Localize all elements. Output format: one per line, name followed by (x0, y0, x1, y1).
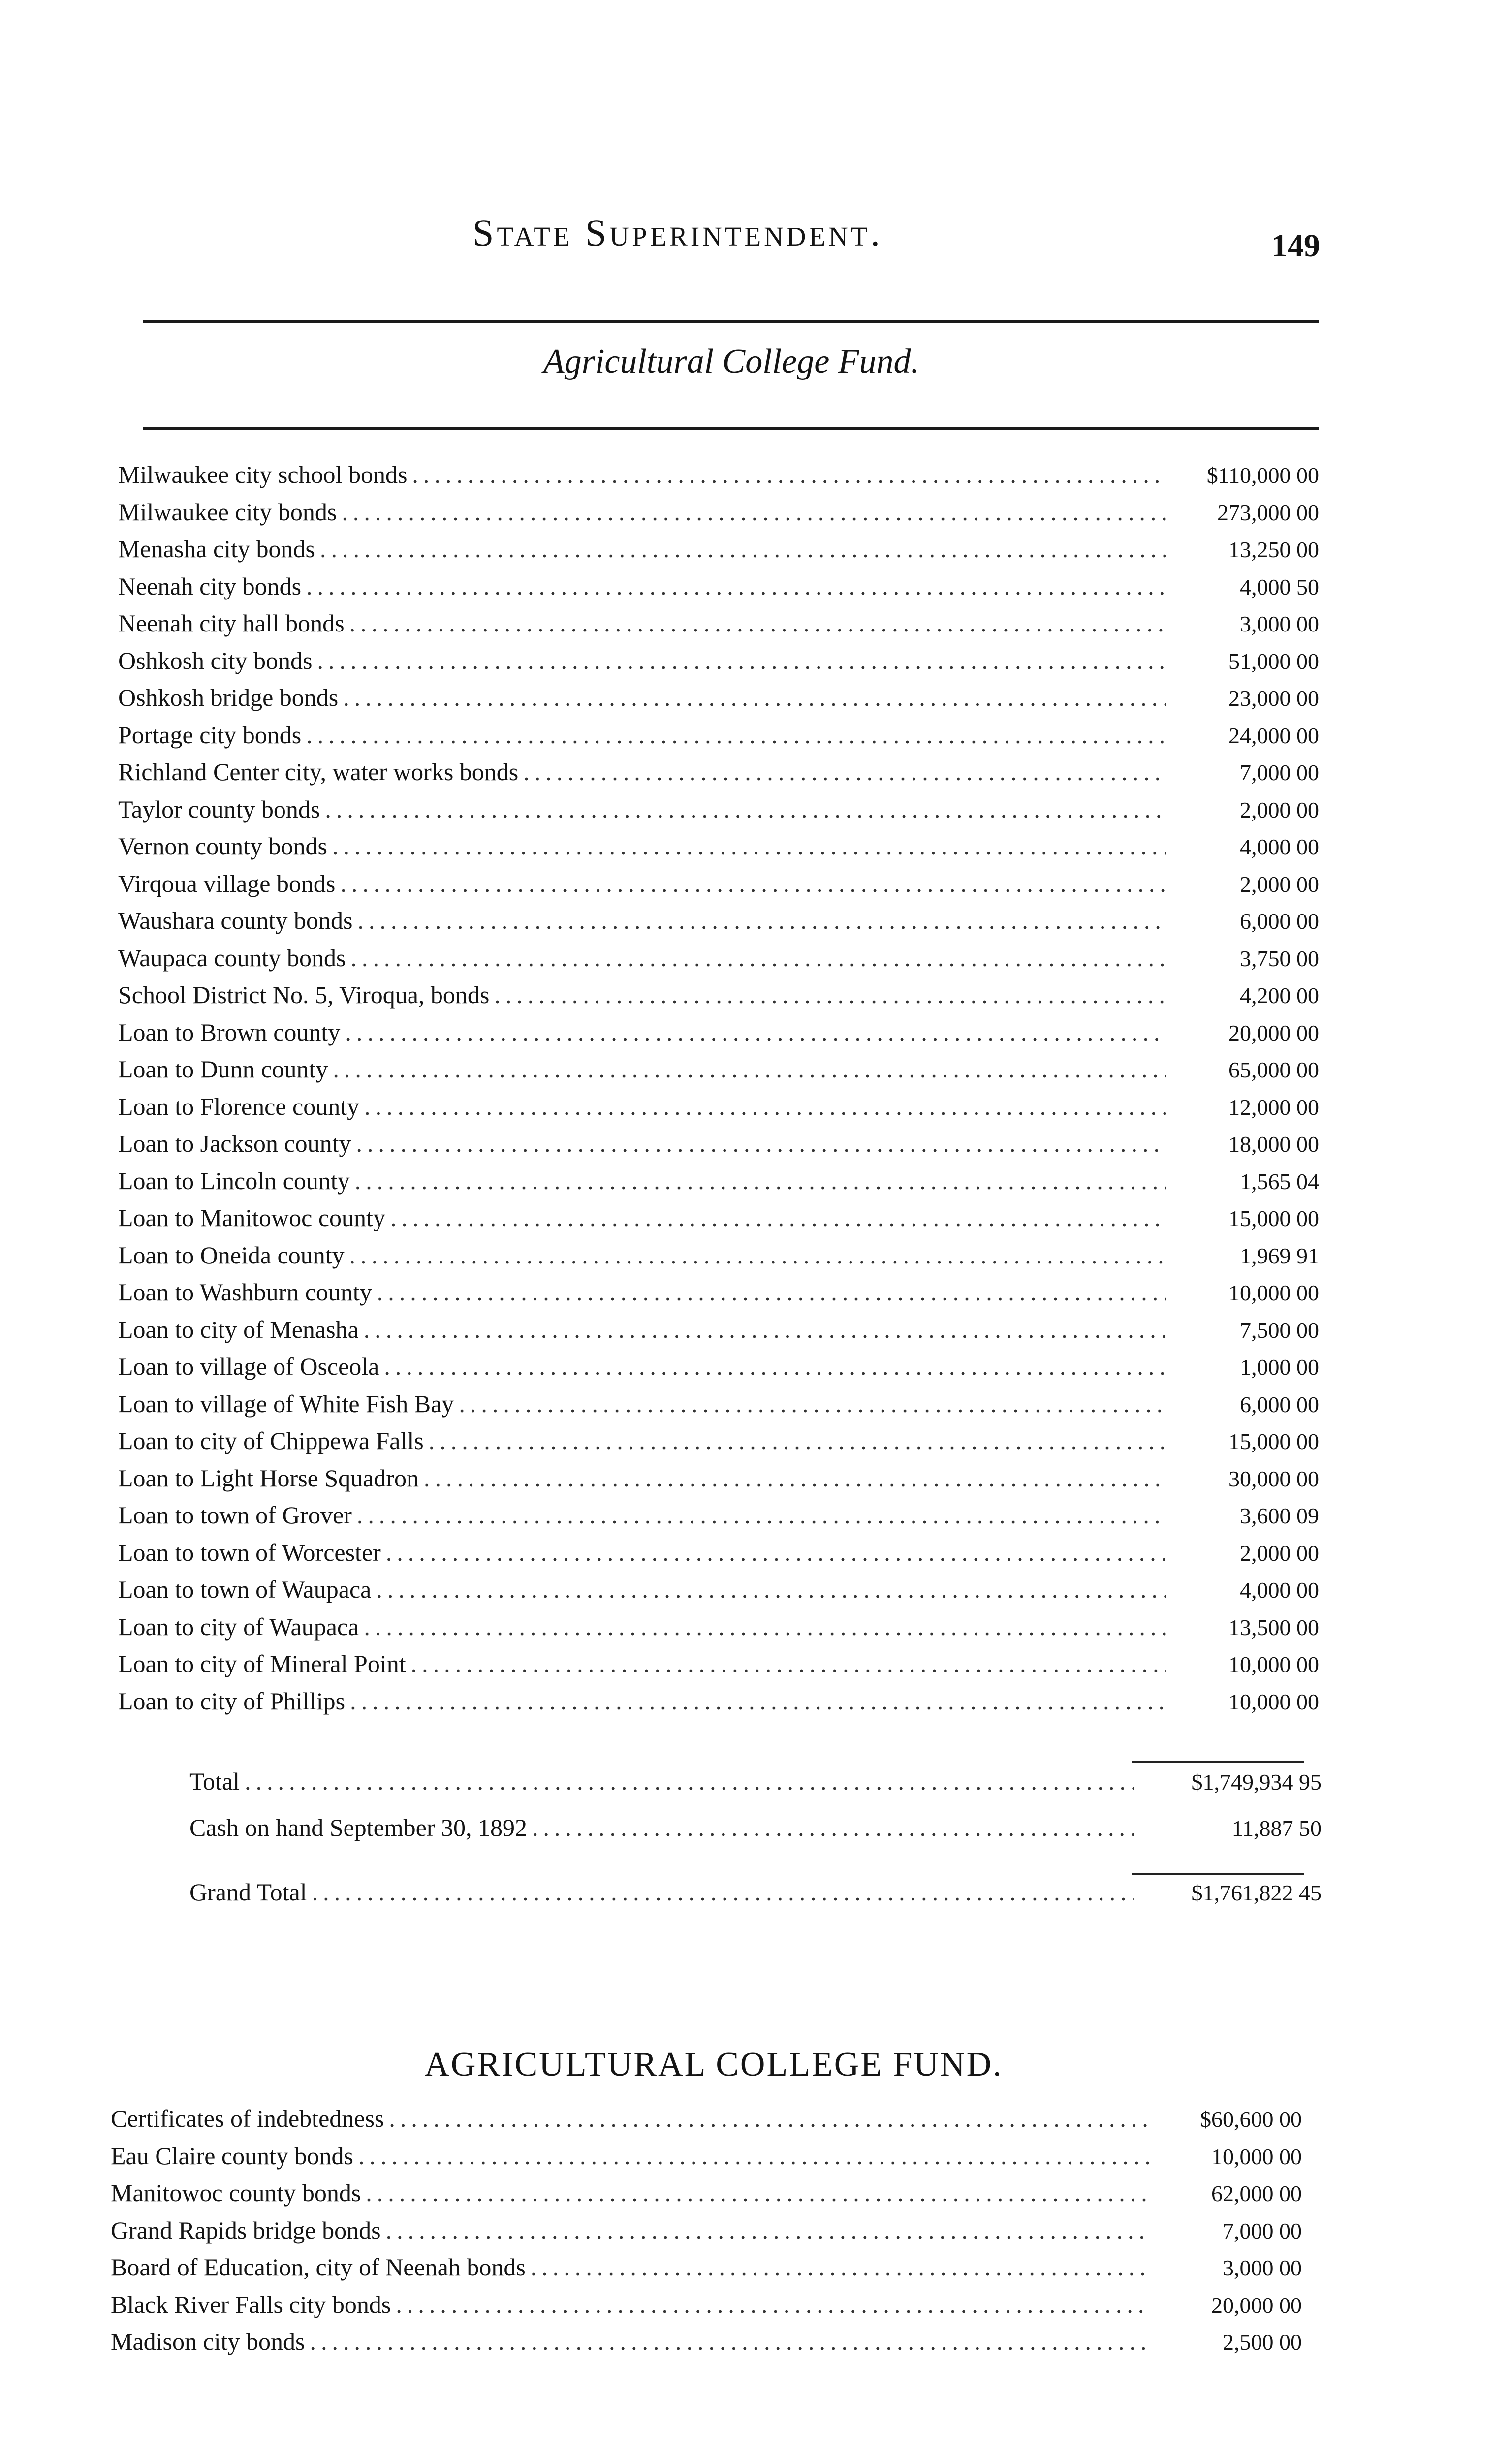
row-amount: 7,000 00 (1240, 760, 1319, 785)
dot-leader (345, 1018, 1166, 1046)
ledger-row (118, 460, 1319, 498)
row-label: Board of Education, city of Neenah bonds (111, 2253, 526, 2281)
row-label: Oshkosh bridge bonds (118, 684, 339, 711)
ledger-row (118, 1315, 1319, 1353)
ledger-row (118, 1501, 1319, 1538)
ledger-row (118, 498, 1319, 535)
row-amount: 13,250 00 (1228, 537, 1319, 562)
ledger-row (118, 1538, 1319, 1576)
ledger-row (111, 2142, 1302, 2179)
ledger-row (118, 1129, 1319, 1167)
row-label: Oshkosh city bonds (118, 646, 313, 674)
ledger-row (118, 1389, 1319, 1427)
row-amount: 65,000 00 (1228, 1057, 1319, 1082)
ledger-row (118, 646, 1319, 684)
row-amount: 10,000 00 (1228, 1280, 1319, 1305)
dot-leader (494, 980, 1166, 1009)
dot-leader (245, 1767, 1134, 1796)
row-amount: 6,000 00 (1240, 1391, 1319, 1417)
ledger-row (111, 2290, 1302, 2328)
row-label: Loan to Oneida county (118, 1241, 345, 1269)
row-amount: 1,969 91 (1240, 1243, 1319, 1268)
row-amount: 10,000 00 (1211, 2144, 1302, 2169)
row-amount: 4,200 00 (1240, 983, 1319, 1008)
row-label: Loan to city of Mineral Point (118, 1650, 406, 1677)
row-label: Loan to Light Horse Squadron (118, 1464, 419, 1492)
dot-leader (306, 721, 1166, 749)
ledger-row (118, 757, 1319, 795)
cash-amount: 11,887 50 (1231, 1816, 1322, 1841)
row-label: Black River Falls city bonds (111, 2290, 391, 2318)
ledger-row (118, 1241, 1319, 1278)
fund-2-ledger (111, 2104, 1302, 2365)
row-amount: 2,000 00 (1240, 871, 1319, 897)
ledger-row (111, 2253, 1302, 2290)
dot-leader (386, 2216, 1149, 2244)
dot-leader (317, 646, 1166, 675)
dot-leader (396, 2290, 1149, 2319)
row-amount: 2,000 00 (1240, 1540, 1319, 1566)
row-label: Menasha city bonds (118, 535, 315, 563)
grand-total-rule (1132, 1873, 1304, 1875)
row-amount: 15,000 00 (1228, 1429, 1319, 1454)
dot-leader (350, 1687, 1166, 1715)
row-label: School District No. 5, Viroqua, bonds (118, 981, 490, 1009)
cash-row (189, 1813, 1322, 1860)
dot-leader (412, 460, 1166, 489)
ledger-row (118, 1352, 1319, 1389)
dot-leader (349, 609, 1166, 637)
ledger-row (118, 609, 1319, 646)
cash-label: Cash on hand September 30, 1892 (189, 1814, 528, 1841)
dot-leader (366, 2178, 1149, 2207)
total-label: Total (189, 1767, 240, 1795)
row-label: Portage city bonds (118, 721, 302, 749)
row-label: Eau Claire county bonds (111, 2142, 353, 2170)
page-number: 149 (1271, 228, 1320, 264)
row-amount: 62,000 00 (1211, 2181, 1302, 2206)
row-amount: 3,000 00 (1223, 2255, 1302, 2280)
ledger-row (118, 1575, 1319, 1612)
ledger-row (118, 944, 1319, 981)
ledger-row (118, 683, 1319, 721)
row-label: Loan to Florence county (118, 1092, 360, 1120)
dot-leader (310, 2327, 1149, 2356)
row-amount: $60,600 00 (1200, 2107, 1302, 2132)
row-label: Loan to city of Phillips (118, 1687, 346, 1715)
row-label: Loan to Brown county (118, 1018, 341, 1046)
dot-leader (332, 832, 1166, 860)
row-amount: 18,000 00 (1228, 1132, 1319, 1157)
dot-leader (459, 1389, 1166, 1418)
row-amount: 3,000 00 (1240, 611, 1319, 636)
dot-leader (389, 2104, 1149, 2133)
row-amount: 2,500 00 (1223, 2330, 1302, 2355)
ledger-row (118, 572, 1319, 609)
row-label: Loan to Washburn county (118, 1278, 372, 1306)
row-label: Loan to village of White Fish Bay (118, 1389, 454, 1418)
ledger-row (118, 1464, 1319, 1501)
ledger-row (118, 869, 1319, 907)
row-amount: 7,000 00 (1223, 2218, 1302, 2243)
row-amount: 2,000 00 (1240, 797, 1319, 822)
dot-leader (358, 2142, 1149, 2170)
grand-total-block (189, 1878, 1322, 1924)
dot-leader (320, 535, 1166, 563)
dot-leader (333, 1055, 1166, 1083)
row-label: Loan to city of Chippewa Falls (118, 1427, 424, 1454)
running-head: State Superintendent. (472, 211, 883, 254)
ledger-row (118, 721, 1319, 758)
row-label: Virqoua village bonds (118, 869, 336, 897)
dot-leader (377, 1278, 1166, 1306)
ledger-row (118, 906, 1319, 944)
dot-leader (531, 2253, 1149, 2281)
row-label: Grand Rapids bridge bonds (111, 2216, 381, 2244)
row-amount: 20,000 00 (1228, 1020, 1319, 1045)
row-label: Loan to Manitowoc county (118, 1204, 385, 1231)
row-amount: 4,000 00 (1240, 1578, 1319, 1603)
row-label: Loan to Lincoln county (118, 1167, 350, 1195)
row-label: Madison city bonds (111, 2328, 305, 2355)
row-amount: 13,500 00 (1228, 1614, 1319, 1640)
row-amount: 3,600 09 (1240, 1503, 1319, 1528)
row-label: Loan to town of Waupaca (118, 1576, 372, 1603)
ledger-row (118, 1426, 1319, 1464)
row-amount: 15,000 00 (1228, 1206, 1319, 1231)
row-label: Loan to Dunn county (118, 1055, 328, 1083)
total-rule (1132, 1761, 1304, 1763)
ledger-row (118, 1167, 1319, 1204)
dot-leader (532, 1813, 1134, 1842)
ledger-row (118, 980, 1319, 1018)
dot-leader (312, 1878, 1134, 1906)
row-amount: 20,000 00 (1211, 2292, 1302, 2318)
ledger-row (118, 1092, 1319, 1130)
ledger-row (111, 2327, 1302, 2365)
dot-leader (411, 1649, 1166, 1678)
row-label: Neenah city hall bonds (118, 609, 345, 637)
dot-leader (364, 1612, 1166, 1641)
row-amount: 1,000 00 (1240, 1355, 1319, 1380)
row-amount: 10,000 00 (1228, 1652, 1319, 1677)
row-amount: 51,000 00 (1228, 648, 1319, 674)
row-amount: 3,750 00 (1240, 946, 1319, 971)
top-rule (143, 320, 1319, 323)
row-label: Loan to city of Waupaca (118, 1612, 359, 1641)
ledger-row (111, 2216, 1302, 2253)
row-label: Milwaukee city bonds (118, 498, 337, 526)
row-amount: 4,000 00 (1240, 834, 1319, 859)
dot-leader (364, 1092, 1166, 1121)
row-label: Waushara county bonds (118, 907, 353, 934)
total-row (189, 1767, 1322, 1813)
fund-1-ledger (118, 460, 1319, 1724)
total-amount: $1,749,934 95 (1191, 1769, 1322, 1795)
dot-leader (342, 498, 1166, 526)
row-label: Loan to Jackson county (118, 1130, 351, 1157)
row-label: Taylor county bonds (118, 795, 320, 823)
dot-leader (349, 1241, 1166, 1269)
row-label: Waupaca county bonds (118, 944, 346, 972)
row-amount: 1,565 04 (1240, 1168, 1319, 1194)
dot-leader (351, 944, 1167, 972)
dot-leader (357, 1501, 1166, 1529)
ledger-row (118, 1018, 1319, 1055)
ledger-row (118, 1055, 1319, 1092)
subhead-rule (143, 427, 1319, 430)
dot-leader (523, 757, 1166, 786)
ledger-row (118, 1278, 1319, 1315)
row-amount: 273,000 00 (1217, 500, 1319, 525)
dot-leader (376, 1575, 1166, 1604)
section-title: AGRICULTURAL COLLEGE FUND. (424, 2046, 1003, 2083)
row-amount: 23,000 00 (1228, 686, 1319, 711)
row-label: Vernon county bonds (118, 832, 327, 860)
ledger-row (111, 2178, 1302, 2216)
ledger-row (118, 1687, 1319, 1724)
row-label: Richland Center city, water works bonds (118, 758, 519, 786)
ledger-row (118, 535, 1319, 572)
ledger-row (118, 795, 1319, 832)
row-label: Loan to town of Grover (118, 1501, 352, 1529)
dot-leader (343, 683, 1166, 712)
row-amount: 24,000 00 (1228, 723, 1319, 748)
row-amount: $110,000 00 (1206, 463, 1319, 488)
dot-leader (390, 1203, 1166, 1232)
row-amount: 10,000 00 (1228, 1689, 1319, 1714)
dot-leader (386, 1538, 1166, 1567)
dot-leader (325, 795, 1166, 823)
row-amount: 6,000 00 (1240, 909, 1319, 934)
dot-leader (429, 1426, 1166, 1455)
dot-leader (355, 1167, 1166, 1195)
totals-block (189, 1767, 1322, 1860)
row-label: Manitowoc county bonds (111, 2179, 361, 2207)
ledger-row (111, 2104, 1302, 2142)
row-amount: 4,000 50 (1240, 574, 1319, 599)
dot-leader (384, 1352, 1166, 1381)
dot-leader (364, 1315, 1166, 1344)
row-amount: 7,500 00 (1240, 1317, 1319, 1343)
dot-leader (340, 869, 1166, 898)
row-amount: 30,000 00 (1228, 1466, 1319, 1491)
dot-leader (357, 906, 1166, 935)
row-label: Loan to city of Menasha (118, 1315, 359, 1343)
row-label: Neenah city bonds (118, 572, 302, 600)
grand-total-label: Grand Total (189, 1878, 307, 1906)
grand-total-row (189, 1878, 1322, 1924)
section-subhead: Agricultural College Fund. (543, 343, 920, 380)
ledger-row (118, 1612, 1319, 1650)
ledger-row (118, 1203, 1319, 1241)
row-label: Certificates of indebtedness (111, 2105, 384, 2132)
row-label: Milwaukee city school bonds (118, 461, 408, 488)
row-label: Loan to town of Worcester (118, 1538, 381, 1566)
ledger-row (118, 832, 1319, 869)
dot-leader (306, 572, 1166, 600)
dot-leader (424, 1464, 1166, 1492)
grand-total-amount: $1,761,822 45 (1191, 1880, 1322, 1905)
ledger-row (118, 1649, 1319, 1687)
row-amount: 12,000 00 (1228, 1094, 1319, 1120)
row-label: Loan to village of Osceola (118, 1353, 379, 1380)
dot-leader (356, 1129, 1166, 1158)
